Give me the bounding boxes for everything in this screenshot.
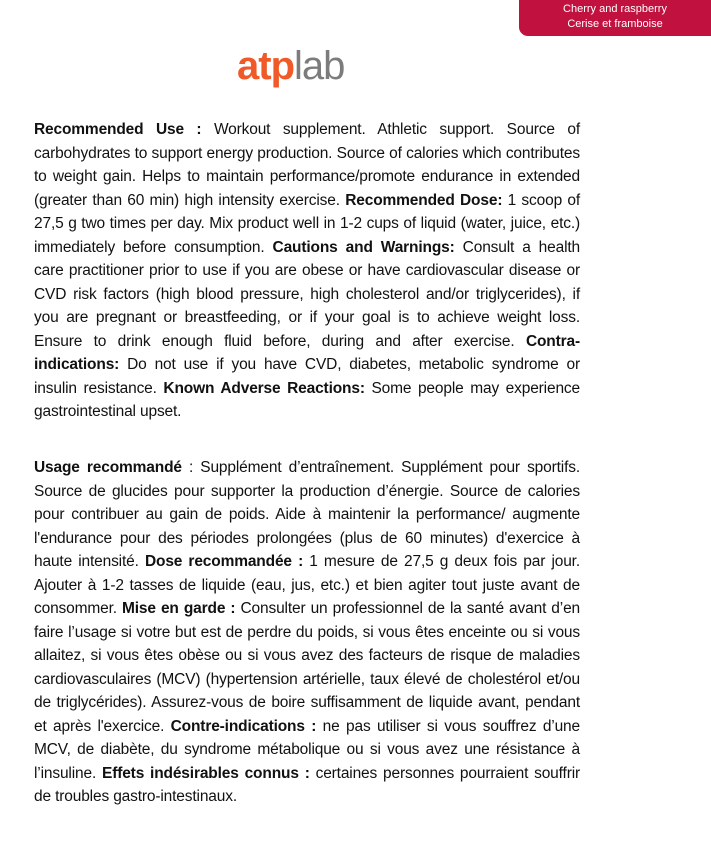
- english-directions: [34, 118, 580, 424]
- en-dose-text: 1 scoop of 27,5 g two times per day. Mix product well in 1-2 cups of liquid (water, juice, etc.) immediately before consumption.: [34, 191, 580, 256]
- en-cautions-label: Cautions and Warnings:: [272, 238, 455, 256]
- flavor-tab: [519, 0, 711, 36]
- flavor-name-en: Cherry and raspberry: [563, 3, 667, 15]
- en-adverse-label: Known Adverse Reactions:: [163, 379, 365, 397]
- en-cautions-text: Consult a health care practitioner prior to use if you are obese or have cardiovascular disease or CVD risk factors (high blood pressure, high cholesterol and/or triglycerides), if you are pregnant or breastfeeding, or if your goal is to achieve weight loss. Ensure to drink enough fluid before, during and after exercise.: [34, 238, 581, 350]
- logo-part-lab: lab: [294, 44, 345, 88]
- en-contra-label: Contra-indications:: [34, 332, 580, 373]
- fr-use-label: Usage recommandé: [34, 459, 182, 476]
- fr-dose-label: Dose recommandée :: [144, 553, 304, 570]
- logo-part-atp: atp: [237, 44, 294, 88]
- en-use-label: Recommended Use :: [34, 121, 202, 138]
- fr-caution-label: Mise en garde :: [122, 600, 236, 617]
- flavor-name-fr: Cerise et framboise: [567, 18, 663, 30]
- en-use-text: Workout supplement. Athletic support. Source of carbohydrates to support energy production. Source of calories which contributes to weight gain. Helps to maintain performance/promote endurance in extended (greater than 60 min) high intensity exercise.: [34, 121, 580, 209]
- fr-contra-label: Contre-indications :: [170, 717, 317, 735]
- brand-logo: [237, 43, 344, 89]
- fr-caution-text: Consulter un professionnel de la santé avant d’en faire l’usage si votre but est de perdre du poids, si vous êtes enceinte ou si vous allaitez, si vous êtes obèse ou si vous avez des facteurs de risque de maladies cardiovasculaires (MCV) (hypertension artérielle, taux élevé de cholestérol et/ou de triglycérides). Assurez-vous de boire suffisamment de liquide avant, pendant et après l'exercice.: [34, 600, 581, 735]
- fr-dose-text: 1 mesure de 27,5 g deux fois par jour. Ajouter à 1-2 tasses de liquide (eau, jus, etc.) et bien agiter tout juste avant de consommer.: [34, 553, 580, 617]
- en-contra-text: Do not use if you have CVD, diabetes, metabolic syndrome or insulin resistance.: [34, 356, 580, 397]
- fr-use-text: : Supplément d’entraînement. Supplément pour sportifs. Source de glucides pour supporter la production d’énergie. Source de calories pour contribuer au gain de poids. Aide à maintenir la performance/ augmente l'endurance pour des périodes prolongées (plus de 60 minutes) d'exercice à haute intensité.: [34, 459, 580, 570]
- en-adverse-text: Some people may experience gastrointestinal upset.: [34, 379, 580, 420]
- fr-adverse-label: Effets indésirables connus :: [102, 764, 310, 782]
- french-directions: [34, 456, 580, 809]
- en-dose-label: Recommended Dose:: [345, 191, 503, 209]
- fr-adverse-text: certaines personnes pourraient souffrir de troubles gastro-intestinaux.: [34, 764, 581, 805]
- fr-contra-text: ne pas utiliser si vous souffrez d’une MCV, de diabète, du syndrome métabolique ou si vous avez une résistance à l’insuline.: [34, 717, 580, 782]
